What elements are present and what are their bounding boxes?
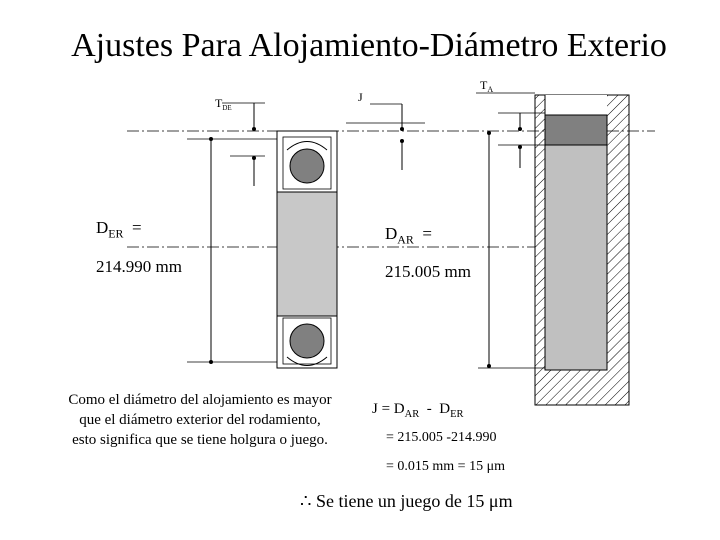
note-line-3: esto significa que se tiene holgura o juego. bbox=[72, 432, 328, 448]
housing-tolerance-band bbox=[545, 115, 607, 145]
j-arrow-bottom-end bbox=[400, 139, 404, 143]
ta-label: $T_A$ bbox=[480, 78, 494, 94]
dar-label: $D_{AR}$ = bbox=[385, 224, 432, 247]
ball-bottom bbox=[290, 324, 324, 358]
note-line-2: que el diámetro exterior del rodamiento, bbox=[79, 412, 321, 428]
calc-equation-2: = 215.005 -214.990 bbox=[386, 430, 497, 445]
dar-dim-end-top bbox=[487, 131, 491, 135]
der-value: 214.990 mm bbox=[96, 257, 182, 276]
tde-arrow-top-end bbox=[252, 127, 256, 131]
bearing-body bbox=[277, 192, 337, 316]
j-arrow-top-end bbox=[400, 127, 404, 131]
ta-arrow-bottom-end bbox=[518, 145, 522, 149]
calc-equation-3: = 0.015 mm = 15 μm bbox=[386, 459, 505, 474]
calc-equation-1: $J = D_{AR} - D_{ER}$ bbox=[372, 401, 464, 420]
note-line-1: Como el diámetro del alojamiento es mayor bbox=[68, 392, 332, 408]
dar-value: 215.005 mm bbox=[385, 262, 471, 281]
housing-bore-fill bbox=[545, 145, 607, 370]
der-label: $D_{ER}$ = bbox=[96, 218, 142, 241]
slide-title: Ajustes Para Alojamiento-Diámetro Exterio bbox=[71, 27, 667, 64]
ball-top bbox=[290, 149, 324, 183]
tde-arrow-bottom-end bbox=[252, 156, 256, 160]
j-label: J bbox=[358, 90, 363, 104]
conclusion: ∴ Se tiene un juego de 15 μm bbox=[300, 491, 513, 511]
explanation-note bbox=[30, 390, 370, 450]
ta-arrow-top-end bbox=[518, 127, 522, 131]
tde-label: $T_{DE}$ bbox=[215, 96, 232, 112]
dar-dim-end-bottom bbox=[487, 364, 491, 368]
